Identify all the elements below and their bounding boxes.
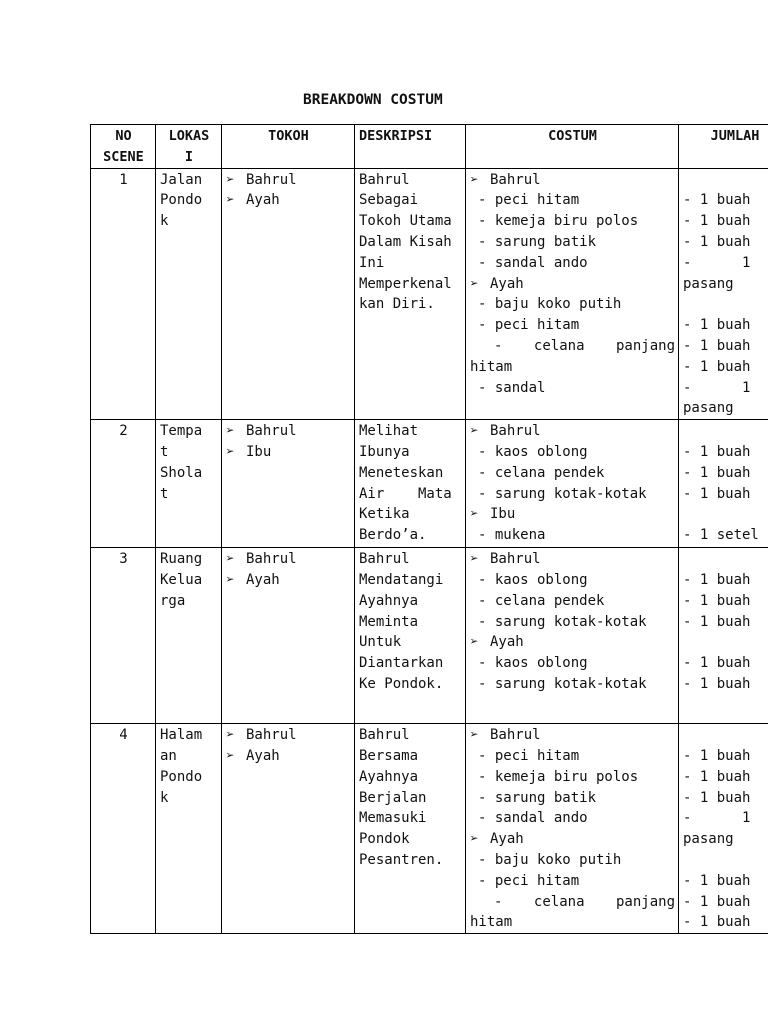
deskripsi-cell (355, 168, 466, 420)
jumlah-line: - 1 (683, 379, 751, 396)
costum-item: - mukena (478, 527, 546, 544)
costum-item: - celana panjang (494, 337, 675, 354)
tokoh-item (226, 725, 351, 746)
lokasi-line: Ruang (160, 551, 203, 568)
jumlah-line: - 1 buah (683, 768, 751, 785)
jumlah-line: - 1 (683, 810, 751, 827)
costum-item: - peci hitam (478, 872, 580, 889)
header-lokasi-line2: I (184, 148, 194, 165)
jumlah-line: - 1 buah (683, 233, 751, 250)
costum-character-name: Ayah (490, 275, 524, 292)
header-costum: COSTUM (466, 125, 679, 169)
deskripsi-line: Dalam Kisah (359, 233, 452, 250)
jumlah-cell (679, 420, 768, 548)
costum-character-name: Bahrul (490, 727, 541, 744)
jumlah-line (683, 294, 768, 315)
costum-item: - peci hitam (478, 192, 580, 209)
tokoh-name: Ayah (246, 747, 280, 764)
costum-cell (466, 548, 679, 724)
deskripsi-line: Berjalan (359, 789, 427, 806)
jumlah-line (683, 421, 768, 442)
deskripsi-line: Melihat (359, 423, 419, 440)
deskripsi-line: Sebagai (359, 192, 419, 209)
costum-item: - kaos oblong (478, 443, 588, 460)
costum-character-name: Bahrul (490, 171, 541, 188)
jumlah-line: - 1 buah (683, 893, 751, 910)
costum-cell (466, 724, 679, 934)
lokasi-line: Kelua (160, 571, 203, 588)
header-tokoh: TOKOH (222, 125, 355, 169)
costum-item: - baju koko putih (478, 851, 622, 868)
tokoh-item (226, 442, 351, 463)
lokasi-line: Shola (160, 464, 203, 481)
arrow-bullet-icon: ➢ (470, 634, 479, 651)
jumlah-cell (679, 724, 768, 934)
costume-breakdown-table (90, 124, 768, 934)
costum-item: - sandal ando (478, 810, 588, 827)
jumlah-line: pasang (683, 275, 734, 292)
scene-number-cell: 4 (91, 724, 156, 934)
tokoh-item (226, 549, 351, 570)
costum-item: - baju koko putih (478, 296, 622, 313)
costum-cell (466, 420, 679, 548)
deskripsi-line: Ke Pondok. (359, 675, 444, 692)
deskripsi-line: Ketika (359, 506, 410, 523)
costum-item-continuation: hitam (470, 358, 513, 375)
lokasi-line: t (160, 485, 169, 502)
costum-item: - celana panjang (494, 893, 675, 910)
deskripsi-line: Ini (359, 254, 385, 271)
arrow-bullet-icon: ➢ (226, 551, 235, 568)
jumlah-line: - 1 buah (683, 192, 751, 209)
tokoh-cell (222, 168, 355, 420)
jumlah-line: - 1 buah (683, 485, 751, 502)
lokasi-line: Tempa (160, 423, 203, 440)
header-jumlah: JUMLAH (679, 125, 768, 169)
costum-item: - celana pendek (478, 592, 605, 609)
header-deskripsi: DESKRIPSI (355, 125, 466, 169)
lokasi-line: an (160, 747, 177, 764)
header-no-scene (91, 125, 156, 169)
deskripsi-line: Bahrul (359, 171, 410, 188)
costum-character (470, 421, 675, 442)
tokoh-cell (222, 548, 355, 724)
arrow-bullet-icon: ➢ (470, 423, 479, 440)
table-row (91, 548, 768, 724)
scene-number-cell: 2 (91, 420, 156, 548)
deskripsi-line: Bersama (359, 747, 419, 764)
jumlah-line: - 1 buah (683, 914, 751, 931)
tokoh-name: Ayah (246, 192, 280, 209)
jumlah-line: - 1 buah (683, 675, 751, 692)
scene-number-cell: 1 (91, 168, 156, 420)
lokasi-cell (156, 420, 222, 548)
scene-number-cell: 3 (91, 548, 156, 724)
arrow-bullet-icon: ➢ (470, 727, 479, 744)
costum-character (470, 725, 675, 746)
jumlah-line: - 1 buah (683, 317, 751, 334)
document-title: BREAKDOWN COSTUM (303, 92, 443, 108)
tokoh-name: Bahrul (246, 171, 297, 188)
deskripsi-line: Diantarkan (359, 655, 444, 672)
tokoh-cell (222, 420, 355, 548)
costum-character (470, 274, 675, 295)
jumlah-line: - 1 buah (683, 789, 751, 806)
header-lokasi (156, 125, 222, 169)
arrow-bullet-icon: ➢ (226, 747, 235, 764)
deskripsi-line: Berdo’a. (359, 527, 427, 544)
lokasi-line: Pondo (160, 192, 203, 209)
costum-character-name: Bahrul (490, 551, 541, 568)
lokasi-line: k (160, 213, 169, 230)
costum-item: - kaos oblong (478, 571, 588, 588)
deskripsi-line: kan Diri. (359, 296, 435, 313)
lokasi-line: t (160, 443, 169, 460)
costum-item: - sandal (478, 379, 546, 396)
costum-character-name: Bahrul (490, 423, 541, 440)
deskripsi-cell (355, 548, 466, 724)
arrow-bullet-icon: ➢ (470, 506, 479, 523)
jumlah-line: - 1 buah (683, 337, 751, 354)
tokoh-item (226, 170, 351, 191)
deskripsi-line: Bahrul (359, 727, 410, 744)
costum-item-continuation: hitam (470, 914, 513, 931)
costum-item: - kemeja biru polos (478, 213, 639, 230)
jumlah-cell (679, 168, 768, 420)
deskripsi-cell (355, 724, 466, 934)
arrow-bullet-icon: ➢ (226, 727, 235, 744)
costum-character (470, 170, 675, 191)
lokasi-line: rga (160, 592, 186, 609)
jumlah-line: pasang (683, 831, 734, 848)
arrow-bullet-icon: ➢ (470, 275, 479, 292)
tokoh-name: Ibu (246, 443, 272, 460)
tokoh-item (226, 421, 351, 442)
lokasi-cell (156, 168, 222, 420)
header-lokasi-line1: LOKAS (168, 128, 210, 144)
table-row (91, 168, 768, 420)
tokoh-item (226, 570, 351, 591)
costum-character-name: Ayah (490, 831, 524, 848)
deskripsi-line: Ayahnya (359, 592, 419, 609)
jumlah-line: - 1 buah (683, 358, 751, 375)
jumlah-line (683, 632, 768, 653)
costum-item: - sarung kotak-kotak (478, 613, 647, 630)
jumlah-line: - 1 buah (683, 872, 751, 889)
costum-item: - kaos oblong (478, 655, 588, 672)
costum-item: - sarung batik (478, 789, 597, 806)
lokasi-cell (156, 724, 222, 934)
jumlah-line: - 1 buah (683, 592, 751, 609)
costum-character (470, 632, 675, 653)
arrow-bullet-icon: ➢ (226, 443, 235, 460)
tokoh-item (226, 746, 351, 767)
deskripsi-line: Ibunya (359, 443, 410, 460)
lokasi-line: Pondo (160, 768, 203, 785)
arrow-bullet-icon: ➢ (226, 571, 235, 588)
tokoh-item (226, 190, 351, 211)
jumlah-line (683, 504, 768, 525)
tokoh-name: Bahrul (246, 727, 297, 744)
jumlah-line: - 1 buah (683, 571, 751, 588)
jumlah-line: - 1 buah (683, 443, 751, 460)
costum-item: - peci hitam (478, 747, 580, 764)
table-row (91, 420, 768, 548)
costum-character-name: Ayah (490, 634, 524, 651)
lokasi-line: k (160, 789, 169, 806)
tokoh-cell (222, 724, 355, 934)
tokoh-name: Bahrul (246, 551, 297, 568)
lokasi-line: Halam (160, 727, 203, 744)
lokasi-line: Jalan (160, 171, 203, 188)
deskripsi-line: Meminta (359, 613, 419, 630)
costum-cell (466, 168, 679, 420)
deskripsi-line: Pondok (359, 831, 410, 848)
jumlah-line: - 1 buah (683, 213, 751, 230)
deskripsi-line: Memasuki (359, 810, 427, 827)
deskripsi-line: Meneteskan (359, 464, 444, 481)
deskripsi-line: Untuk (359, 634, 402, 651)
costum-item: - celana pendek (478, 464, 605, 481)
arrow-bullet-icon: ➢ (470, 551, 479, 568)
tokoh-name: Bahrul (246, 423, 297, 440)
jumlah-line (683, 725, 768, 746)
costum-item: - kemeja biru polos (478, 768, 639, 785)
jumlah-line (683, 850, 768, 871)
lokasi-cell (156, 548, 222, 724)
arrow-bullet-icon: ➢ (226, 192, 235, 209)
header-no-line1: NO (115, 128, 132, 144)
deskripsi-line: Tokoh Utama (359, 213, 452, 230)
costum-character (470, 829, 675, 850)
costum-item: - sarung kotak-kotak (478, 485, 647, 502)
costum-item: - sarung kotak-kotak (478, 675, 647, 692)
deskripsi-line: Pesantren. (359, 851, 444, 868)
costum-character-name: Ibu (490, 506, 516, 523)
jumlah-line (683, 549, 768, 570)
table-row (91, 724, 768, 934)
costum-item: - sandal ando (478, 254, 588, 271)
arrow-bullet-icon: ➢ (470, 171, 479, 188)
costum-item: - peci hitam (478, 317, 580, 334)
arrow-bullet-icon: ➢ (226, 423, 235, 440)
arrow-bullet-icon: ➢ (470, 831, 479, 848)
arrow-bullet-icon: ➢ (226, 171, 235, 188)
jumlah-cell (679, 548, 768, 724)
tokoh-name: Ayah (246, 571, 280, 588)
jumlah-line: - 1 buah (683, 613, 751, 630)
deskripsi-line: Air Mata (359, 485, 452, 502)
deskripsi-line: Ayahnya (359, 768, 419, 785)
jumlah-line: - 1 buah (683, 655, 751, 672)
jumlah-line: - 1 setel (683, 527, 759, 544)
header-row (91, 125, 768, 169)
jumlah-line: - 1 (683, 254, 751, 271)
costum-character (470, 549, 675, 570)
deskripsi-cell (355, 420, 466, 548)
header-no-line2: SCENE (103, 148, 144, 165)
jumlah-line (683, 170, 768, 191)
costum-character (470, 504, 675, 525)
jumlah-line: - 1 buah (683, 747, 751, 764)
jumlah-line: pasang (683, 400, 734, 417)
deskripsi-line: Bahrul (359, 551, 410, 568)
jumlah-line: - 1 buah (683, 464, 751, 481)
deskripsi-line: Mendatangi (359, 571, 444, 588)
deskripsi-line: Memperkenal (359, 275, 452, 292)
costum-item: - sarung batik (478, 233, 597, 250)
